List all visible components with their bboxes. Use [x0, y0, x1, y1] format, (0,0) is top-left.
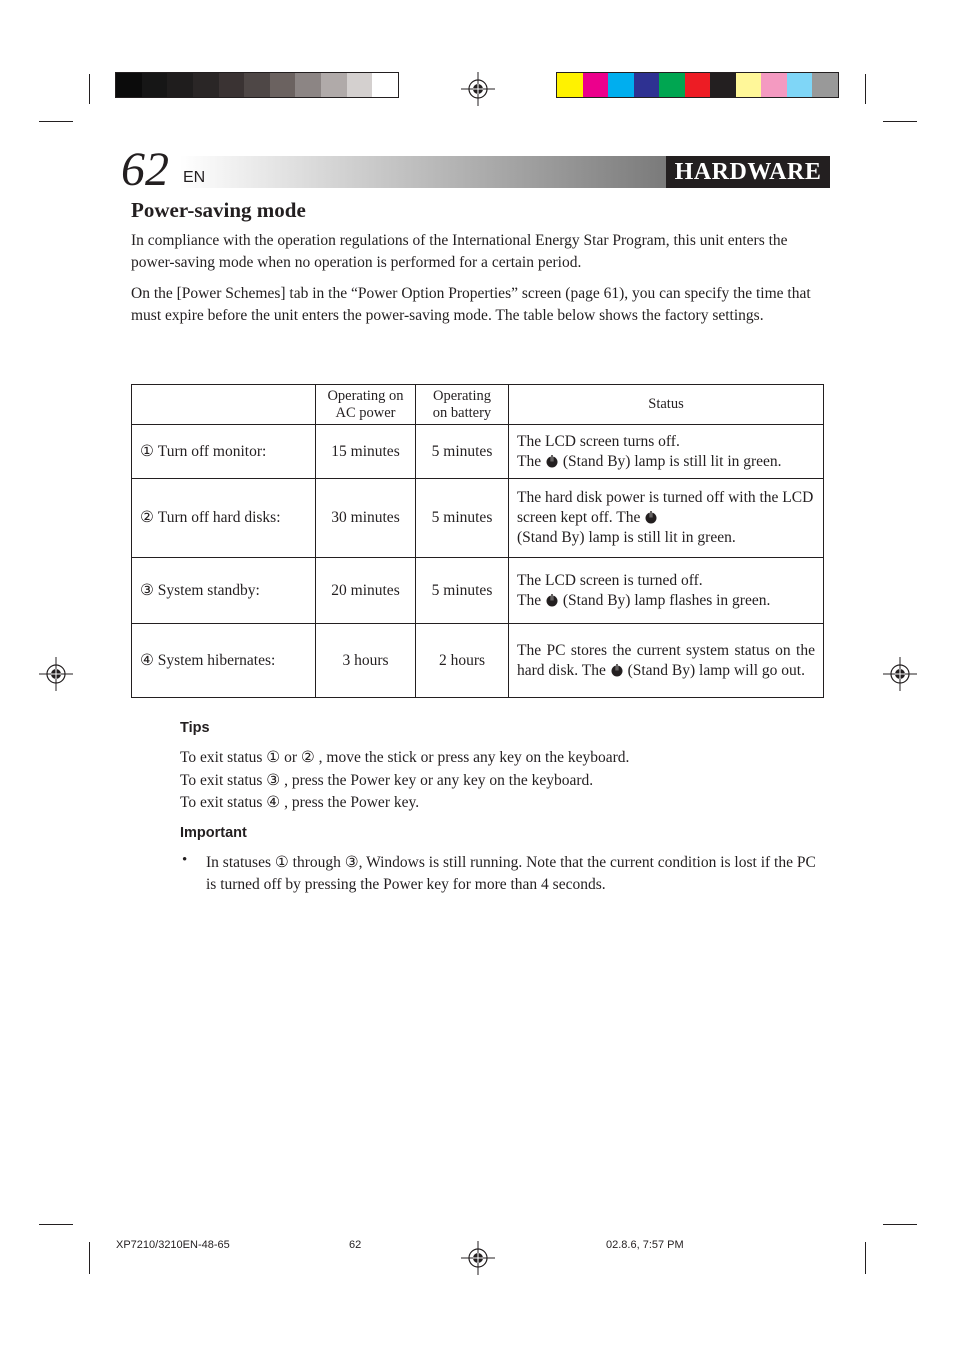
power-standby-icon	[644, 510, 658, 524]
status-cell	[509, 558, 824, 624]
page-title: Power-saving mode	[131, 198, 306, 222]
battery-cell: 5 minutes	[416, 558, 509, 624]
crop-mark	[865, 1242, 866, 1274]
footer-page-number: 62	[349, 1239, 362, 1251]
ac-power-cell: 15 minutes	[316, 425, 416, 479]
power-standby-icon	[610, 663, 624, 677]
crop-mark	[89, 74, 90, 104]
table-header-row	[132, 385, 824, 425]
status-text: The PC stores the current system status on the hard disk. The	[517, 641, 815, 679]
footer-file-name: XP7210/3210EN-48-65	[116, 1239, 230, 1251]
footer-timestamp: 02.8.6, 7:57 PM	[606, 1239, 684, 1251]
table-row	[132, 624, 824, 698]
table-row	[132, 558, 824, 624]
crop-mark	[39, 1224, 73, 1225]
color-calibration-bar	[556, 72, 839, 98]
crop-mark	[883, 121, 917, 122]
row-label: Turn off monitor:	[157, 442, 267, 460]
crop-mark	[865, 74, 866, 104]
crop-mark	[883, 1224, 917, 1225]
row-label-cell	[132, 624, 316, 698]
status-text: (Stand By) lamp is still lit in green.	[517, 529, 736, 546]
table-row	[132, 479, 824, 558]
registration-mark-icon	[883, 657, 917, 691]
row-label-cell	[132, 425, 316, 479]
status-text: The hard disk power is turned off with the LCD screen kept off. The	[517, 489, 814, 526]
status-cell	[509, 479, 824, 558]
color-swatch	[736, 73, 762, 97]
tips-heading: Tips	[180, 720, 210, 736]
row-label-cell	[132, 558, 316, 624]
color-swatch	[167, 73, 193, 97]
crop-mark	[39, 121, 73, 122]
battery-cell: 5 minutes	[416, 479, 509, 558]
power-standby-icon	[545, 593, 559, 607]
important-text: In statuses ① through ③, Windows is still running. Note that the current condition is lost if the PC is turned off by pressing the Power key for more than 4 seconds.	[206, 854, 816, 893]
registration-mark-icon	[461, 1241, 495, 1275]
color-swatch	[116, 73, 142, 97]
tips-line: To exit status ③ , press the Power key or any key on the keyboard.	[180, 772, 594, 789]
row-label: System hibernates:	[157, 651, 276, 669]
battery-cell: 5 minutes	[416, 425, 509, 479]
important-heading: Important	[180, 825, 247, 841]
crop-mark	[89, 1242, 90, 1274]
ac-power-cell: 20 minutes	[316, 558, 416, 624]
settings-paragraph: On the [Power Schemes] tab in the “Power Option Properties” screen (page 61), you can specify the time that must expire before the unit enters the power-saving mode. The table below shows the factory settings.	[131, 285, 811, 324]
color-swatch	[557, 73, 583, 97]
table-header-cell: Status	[509, 385, 824, 425]
status-text: The LCD screen turns off.	[517, 432, 680, 450]
color-swatch	[219, 73, 245, 97]
status-text: The LCD screen is turned off.	[517, 571, 703, 589]
status-text: (Stand By) lamp is still lit in green.	[562, 452, 782, 470]
color-swatch	[761, 73, 787, 97]
section-title-hardware: HARDWARE	[674, 159, 822, 185]
registration-mark-icon	[39, 657, 73, 691]
color-swatch	[244, 73, 270, 97]
status-text: The	[517, 452, 542, 470]
status-text: (Stand By) lamp will go out.	[627, 661, 805, 679]
color-swatch	[193, 73, 219, 97]
tips-line: To exit status ④ , press the Power key.	[180, 794, 420, 811]
color-swatch	[321, 73, 347, 97]
battery-cell: 2 hours	[416, 624, 509, 698]
registration-mark-icon	[461, 72, 495, 106]
page-language-suffix: EN	[183, 169, 206, 186]
status-number: ③	[140, 581, 154, 599]
status-cell	[509, 425, 824, 479]
table-row	[132, 425, 824, 479]
grayscale-calibration-bar	[115, 72, 399, 98]
status-number: ④	[140, 651, 154, 669]
color-swatch	[295, 73, 321, 97]
row-label-cell	[132, 479, 316, 558]
status-text: (Stand By) lamp flashes in green.	[562, 591, 771, 609]
status-text: The	[517, 591, 542, 609]
color-swatch	[685, 73, 711, 97]
color-swatch	[659, 73, 685, 97]
power-settings-table	[131, 384, 824, 698]
bullet-marker: •	[182, 852, 188, 868]
tips-line: To exit status ① or ② , move the stick or press any key on the keyboard.	[180, 749, 630, 766]
color-swatch	[710, 73, 736, 97]
ac-power-cell: 3 hours	[316, 624, 416, 698]
intro-paragraph: In compliance with the operation regulations of the International Energy Star Program, this unit enters the power-saving mode when no operation is performed for a certain period.	[131, 232, 788, 271]
row-label: Turn off hard disks:	[157, 509, 281, 526]
color-swatch	[372, 73, 398, 97]
color-swatch	[787, 73, 813, 97]
status-cell	[509, 624, 824, 698]
color-swatch	[583, 73, 609, 97]
power-standby-icon	[545, 454, 559, 468]
status-number: ②	[140, 509, 154, 526]
color-swatch	[142, 73, 168, 97]
row-label: System standby:	[157, 581, 260, 599]
table-header-cell: Operating on battery	[416, 385, 509, 425]
color-swatch	[270, 73, 296, 97]
color-swatch	[634, 73, 660, 97]
table-header-cell	[132, 385, 316, 425]
color-swatch	[608, 73, 634, 97]
color-swatch	[812, 73, 838, 97]
color-swatch	[347, 73, 373, 97]
page-number: 62	[121, 143, 169, 196]
ac-power-cell: 30 minutes	[316, 479, 416, 558]
status-number: ①	[140, 442, 154, 460]
table-header-cell: Operating on AC power	[316, 385, 416, 425]
